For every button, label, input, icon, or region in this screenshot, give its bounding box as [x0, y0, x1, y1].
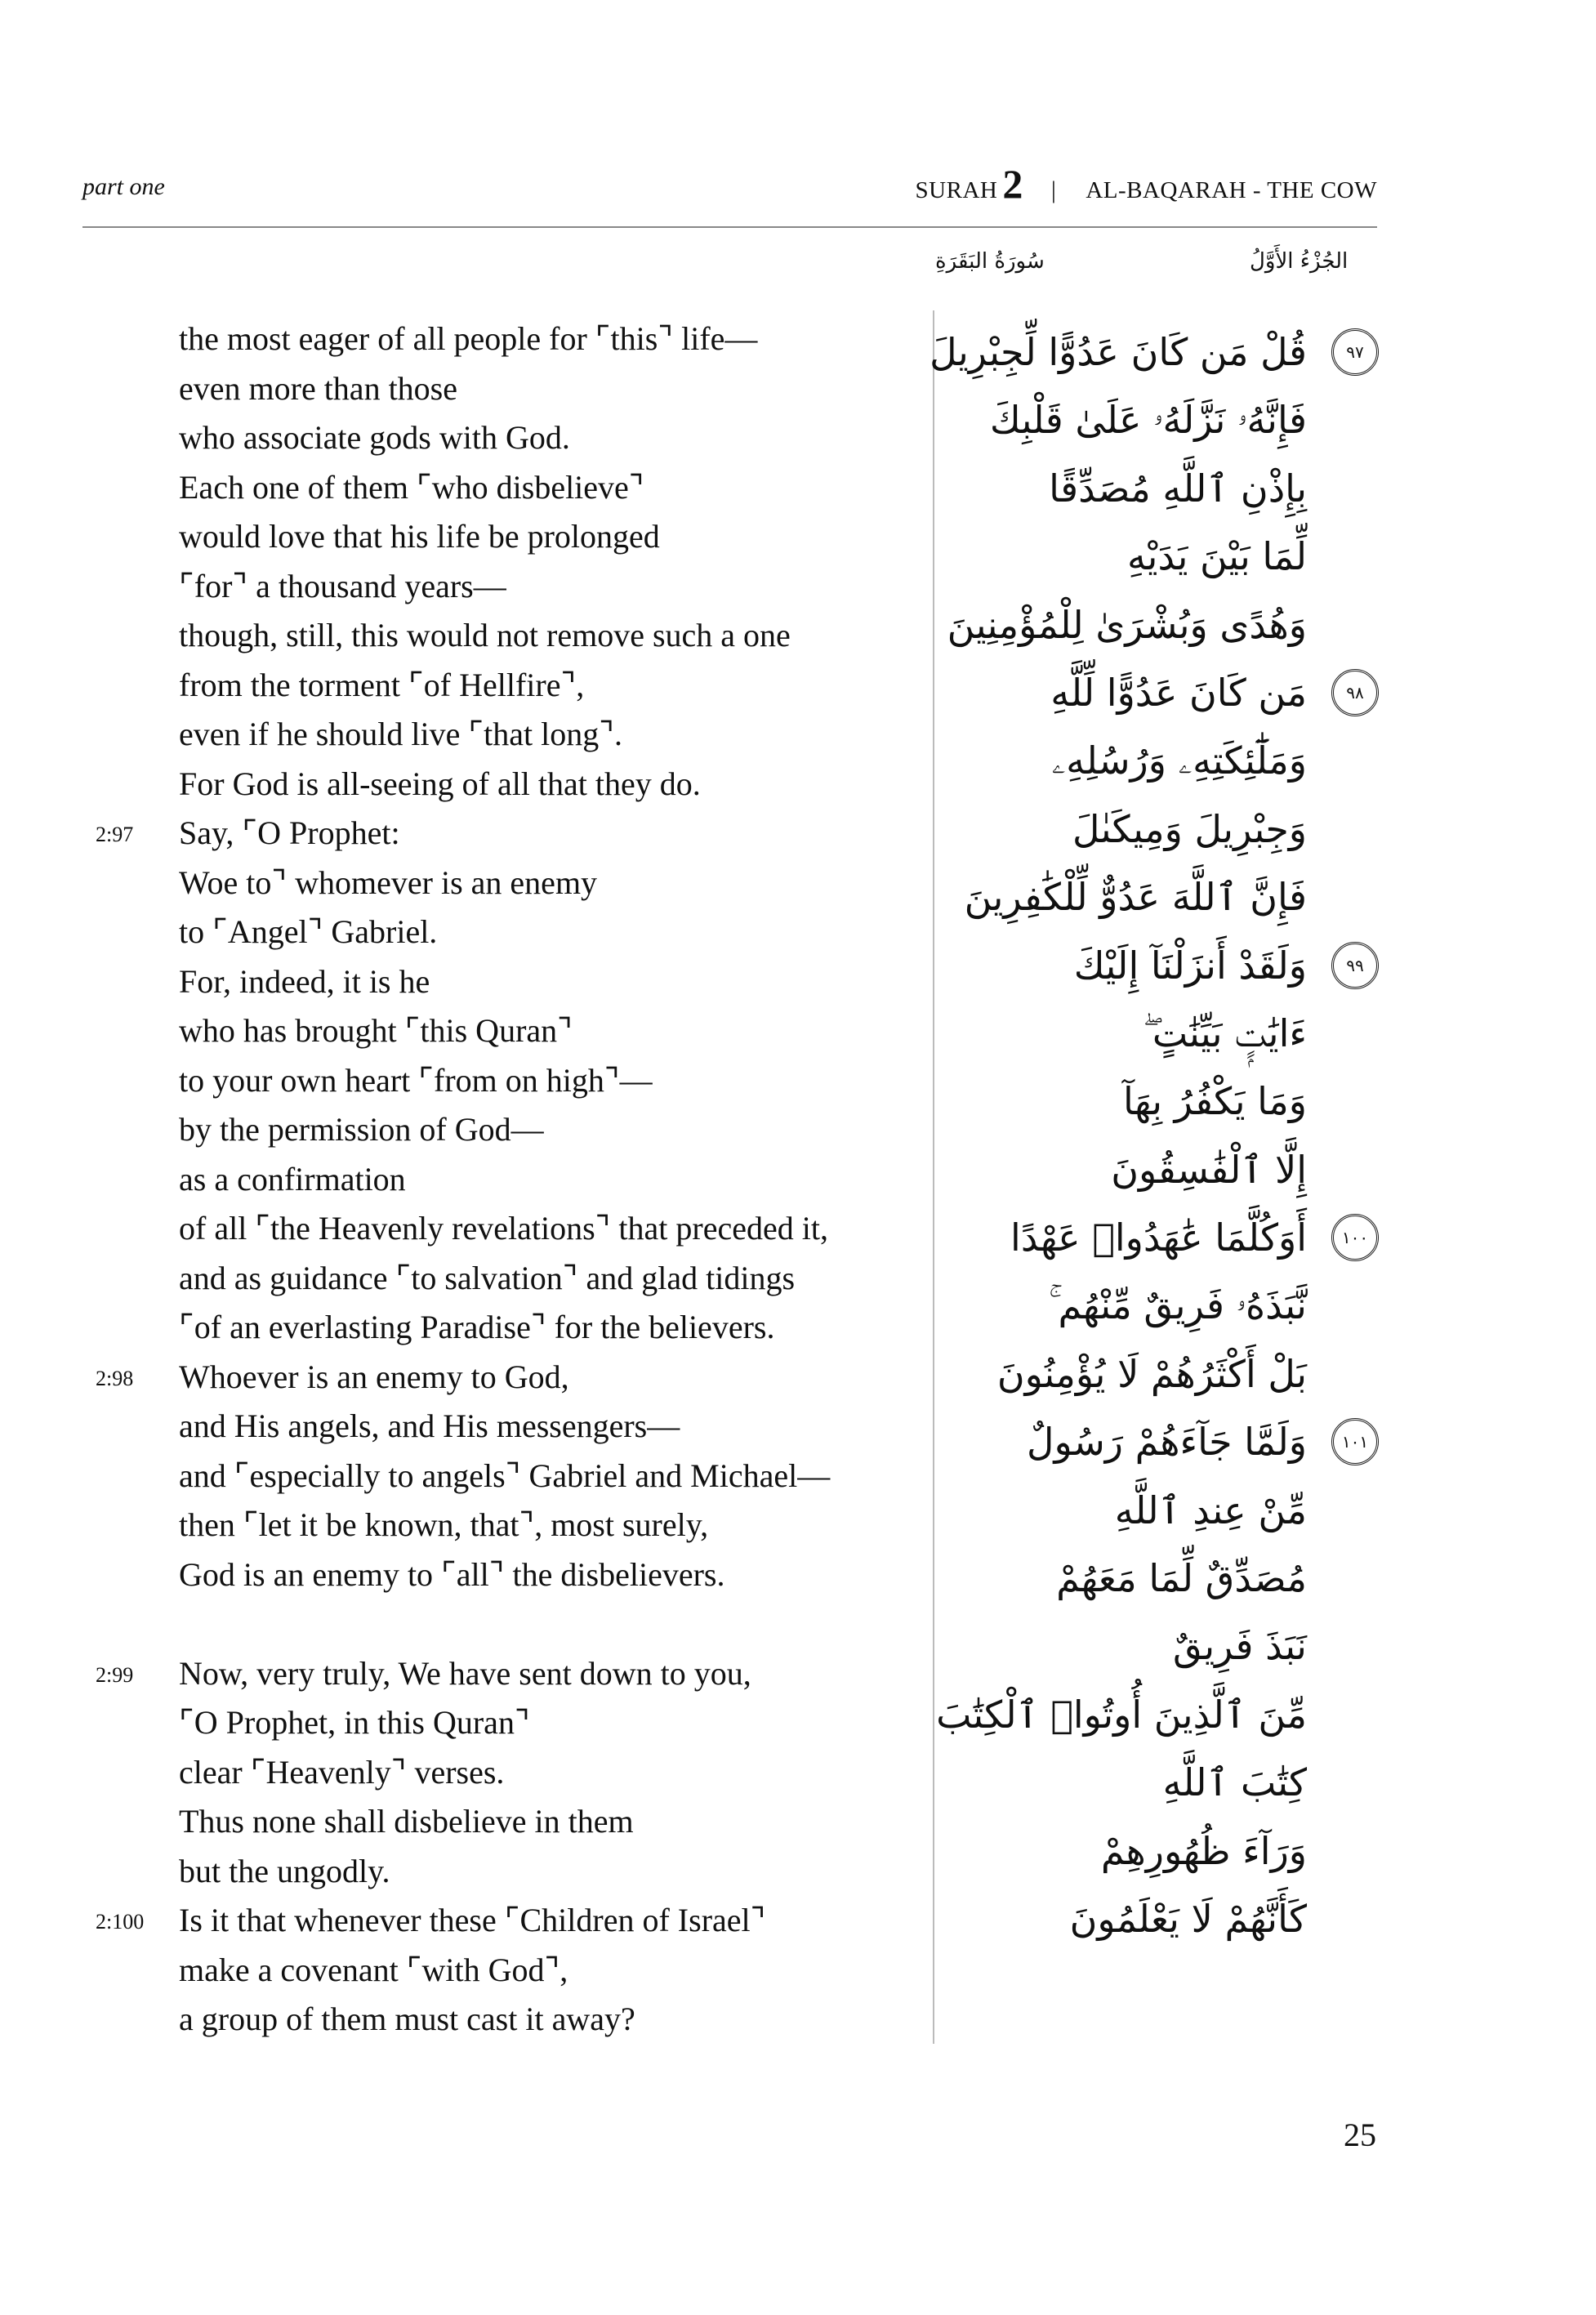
- translation-line: [0, 364, 923, 414]
- verse-reference: 2:99: [96, 1662, 134, 1687]
- translation-line: [0, 1847, 923, 1897]
- translation-text: God is an enemy to ⌜all⌝ the disbelievers.: [179, 1555, 725, 1593]
- arabic-line: [939, 863, 1397, 931]
- translation-text: Whoever is an enemy to God,: [179, 1358, 569, 1395]
- arabic-text-column: [930, 319, 1397, 1953]
- arabic-line: [939, 1545, 1397, 1612]
- header-rule: [82, 226, 1377, 228]
- translation-text: of all ⌜the Heavenly revelations⌝ that preceded it,: [179, 1210, 828, 1247]
- translation-text: though, still, this would not remove such a one: [179, 617, 791, 653]
- translation-line: [0, 1797, 923, 1847]
- translation-text: but the ungodly.: [179, 1852, 390, 1889]
- translation-line: [0, 1353, 923, 1403]
- arabic-text: قُلْ مَن كَانَ عَدُوًّا لِّجِبْرِيلَ: [930, 330, 1307, 374]
- translation-text: from the torment ⌜of Hellfire⌝,: [179, 666, 585, 703]
- translation-line: [0, 661, 923, 711]
- surah-name: AL-BAQARAH - THE COW: [1086, 177, 1377, 203]
- translation-line: [0, 908, 923, 957]
- translation-text: Thus none shall disbelieve in them: [179, 1803, 634, 1840]
- arabic-line: [939, 727, 1397, 795]
- arabic-line: [939, 1068, 1397, 1135]
- arabic-line: [939, 659, 1397, 727]
- translation-line: [0, 1649, 923, 1699]
- translation-text: as a confirmation: [179, 1160, 406, 1198]
- surah-number: 2: [1002, 161, 1023, 207]
- arabic-surah-header: سُورَةُ البَقَرَةِ: [935, 249, 1045, 274]
- arabic-text: بِإِذْنِ ٱللَّهِ مُصَدِّقًا: [1049, 466, 1307, 511]
- arabic-line: [939, 932, 1397, 1000]
- translation-line: [0, 859, 923, 908]
- translation-text: Now, very truly, We have sent down to you,: [179, 1654, 751, 1692]
- translation-text: clear ⌜Heavenly⌝ verses.: [179, 1753, 505, 1791]
- translation-line: [0, 1501, 923, 1550]
- arabic-line: [939, 1612, 1397, 1680]
- translation-text: by the permission of God—: [179, 1111, 544, 1148]
- translation-line: [0, 562, 923, 612]
- translation-line: [0, 1303, 923, 1353]
- verse-number-marker-icon: ٩٧: [1331, 328, 1379, 376]
- arabic-text: مِّنْ عِندِ ٱللَّهِ: [1114, 1488, 1307, 1532]
- translation-line: [0, 1550, 923, 1600]
- arabic-line: [930, 319, 1397, 386]
- translation-text: even if he should live ⌜that long⌝.: [179, 716, 622, 752]
- arabic-line: [939, 591, 1397, 659]
- header-separator: |: [1050, 176, 1057, 203]
- running-header-part: part one: [82, 173, 165, 200]
- arabic-text: إِلَّا ٱلْفَٰسِقُونَ: [1111, 1147, 1307, 1192]
- translation-line: [0, 1056, 923, 1106]
- arabic-text: مَن كَانَ عَدُوًّا لِّلَّهِ: [1050, 670, 1307, 715]
- translation-line: [0, 809, 923, 859]
- arabic-line: [939, 796, 1397, 863]
- translation-text: ⌜of an everlasting Paradise⌝ for the believers.: [179, 1309, 775, 1345]
- translation-text: who has brought ⌜this Quran⌝: [179, 1012, 573, 1049]
- translation-text: would love that his life be prolonged: [179, 518, 660, 555]
- verse-number-marker-icon: ٩٩: [1331, 942, 1379, 989]
- arabic-text: نَّبَذَهُۥ فَرِيقٌ مِّنْهُم ۚ: [1048, 1283, 1307, 1328]
- arabic-text: فَإِنَّ ٱللَّهَ عَدُوٌّ لِّلْكَٰفِرِينَ: [964, 875, 1307, 920]
- translation-line: [0, 1995, 923, 2045]
- translation-line: [0, 1254, 923, 1304]
- translation-text: and as guidance ⌜to salvation⌝ and glad tidings: [179, 1259, 796, 1296]
- translation-line: [0, 611, 923, 661]
- arabic-text: وَجِبْرِيلَ وَمِيكَىٰلَ: [1072, 806, 1307, 851]
- arabic-line: [936, 1681, 1397, 1749]
- arabic-text: ءَايَٰتٍۭ بَيِّنَٰتٍ ۖ: [1143, 1010, 1307, 1055]
- translation-text: who associate gods with God.: [179, 419, 570, 456]
- translation-text: even more than those: [179, 369, 457, 407]
- translation-line: [0, 1452, 923, 1501]
- verse-number-marker-icon: ١٠٠: [1331, 1214, 1379, 1261]
- arabic-juz-header: الجُزْءُ الأَوَّلُ: [1250, 249, 1349, 274]
- translation-text: and His angels, and His messengers—: [179, 1407, 680, 1444]
- arabic-text: كِتَٰبَ ٱللَّهِ: [1162, 1760, 1307, 1805]
- translation-line: [0, 1946, 923, 1996]
- translation-line: [0, 1402, 923, 1452]
- translation-line: [0, 1006, 923, 1056]
- translation-text: Say, ⌜O Prophet:: [179, 814, 400, 851]
- translation-line: [0, 957, 923, 1007]
- translation-line: [0, 1698, 923, 1748]
- translation-text: to your own heart ⌜from on high⌝—: [179, 1061, 653, 1099]
- verse-number-marker-icon: ١٠١: [1331, 1418, 1379, 1465]
- page-number: 25: [1344, 2117, 1376, 2153]
- arabic-line: [939, 1000, 1397, 1068]
- translation-text: Woe to⌝ whomever is an enemy: [179, 863, 598, 901]
- arabic-line: [939, 1408, 1397, 1476]
- arabic-text: وَمَا يَكْفُرُ بِهَآ: [1123, 1079, 1307, 1124]
- translation-text: For God is all-seeing of all that they do.: [179, 765, 701, 802]
- arabic-text: كَأَنَّهُمْ لَا يَعْلَمُونَ: [1069, 1896, 1307, 1941]
- translation-text: make a covenant ⌜with God⌝,: [179, 1951, 568, 1988]
- column-divider: [933, 310, 934, 2044]
- arabic-text: مِّنَ ٱلَّذِينَ أُوتُوا۟ ٱلْكِتَٰبَ: [936, 1692, 1307, 1737]
- arabic-text: بَلْ أَكْثَرُهُمْ لَا يُؤْمِنُونَ: [996, 1351, 1307, 1396]
- verse-reference: 2:100: [96, 1910, 145, 1934]
- translation-line: [0, 710, 923, 760]
- arabic-line: [939, 1340, 1397, 1408]
- verse-reference: 2:97: [96, 823, 134, 846]
- translation-line: [0, 1155, 923, 1205]
- arabic-line: [939, 386, 1397, 454]
- arabic-line: [939, 1818, 1397, 1885]
- arabic-line: [939, 1477, 1397, 1545]
- arabic-text: وَلَمَّا جَآءَهُمْ رَسُولٌ: [1027, 1420, 1307, 1465]
- translation-line: [0, 1204, 923, 1254]
- translation-text: and ⌜especially to angels⌝ Gabriel and Michael—: [179, 1456, 831, 1494]
- translation-line: [0, 1748, 923, 1798]
- arabic-line: [939, 1885, 1397, 1953]
- arabic-text: مُصَدِّقٌ لِّمَا مَعَهُمْ: [1056, 1556, 1307, 1601]
- arabic-text: وَلَقَدْ أَنزَلْنَآ إِلَيْكَ: [1073, 943, 1307, 988]
- translation-text: ⌜for⌝ a thousand years—: [179, 567, 506, 604]
- translation-line: [0, 1105, 923, 1155]
- arabic-line: [939, 1136, 1397, 1204]
- translation-text: Is it that whenever these ⌜Children of Israel⌝: [179, 1902, 766, 1938]
- translation-line: [0, 463, 923, 513]
- translation-text: a group of them must cast it away?: [179, 2001, 635, 2037]
- arabic-text: لِّمَا بَيْنَ يَدَيْهِ: [1127, 534, 1307, 579]
- translation-text: For, indeed, it is he: [179, 962, 430, 1000]
- arabic-text: نَبَذَ فَرِيقٌ: [1173, 1624, 1307, 1669]
- verse-reference: 2:98: [96, 1366, 134, 1390]
- english-translation-column: [0, 314, 923, 2045]
- arabic-text: وَرَآءَ ظُهُورِهِمْ: [1100, 1828, 1307, 1873]
- translation-text: Each one of them ⌜who disbelieve⌝: [179, 468, 644, 506]
- translation-line: [0, 512, 923, 562]
- translation-text: ⌜O Prophet, in this Quran⌝: [179, 1704, 530, 1741]
- translation-line: [0, 413, 923, 463]
- running-header-surah: [916, 160, 1377, 207]
- translation-text: then ⌜let it be known, that⌝, most surely,: [179, 1506, 709, 1543]
- surah-label: SURAH: [915, 177, 998, 203]
- translation-text: to ⌜Angel⌝ Gabriel.: [179, 913, 438, 950]
- translation-text: the most eager of all people for ⌜this⌝ life—: [179, 320, 758, 357]
- blank-line: [0, 1599, 923, 1649]
- arabic-line: [939, 1749, 1397, 1817]
- arabic-text: وَمَلَٰٓئِكَتِهِۦ وَرُسُلِهِۦ: [1051, 738, 1307, 783]
- arabic-line: [939, 1272, 1397, 1340]
- arabic-text: أَوَكُلَّمَا عَٰهَدُوا۟ عَهْدًا: [1010, 1215, 1307, 1260]
- arabic-line: [939, 455, 1397, 523]
- translation-line: [0, 760, 923, 810]
- arabic-line: [939, 523, 1397, 591]
- translation-line: [0, 1896, 923, 1946]
- arabic-text: وَهُدًى وَبُشْرَىٰ لِلْمُؤْمِنِينَ: [947, 602, 1307, 647]
- arabic-line: [939, 1204, 1397, 1272]
- arabic-text: فَإِنَّهُۥ نَزَّلَهُۥ عَلَىٰ قَلْبِكَ: [989, 398, 1307, 443]
- verse-number-marker-icon: ٩٨: [1331, 669, 1379, 716]
- translation-line: [0, 314, 923, 364]
